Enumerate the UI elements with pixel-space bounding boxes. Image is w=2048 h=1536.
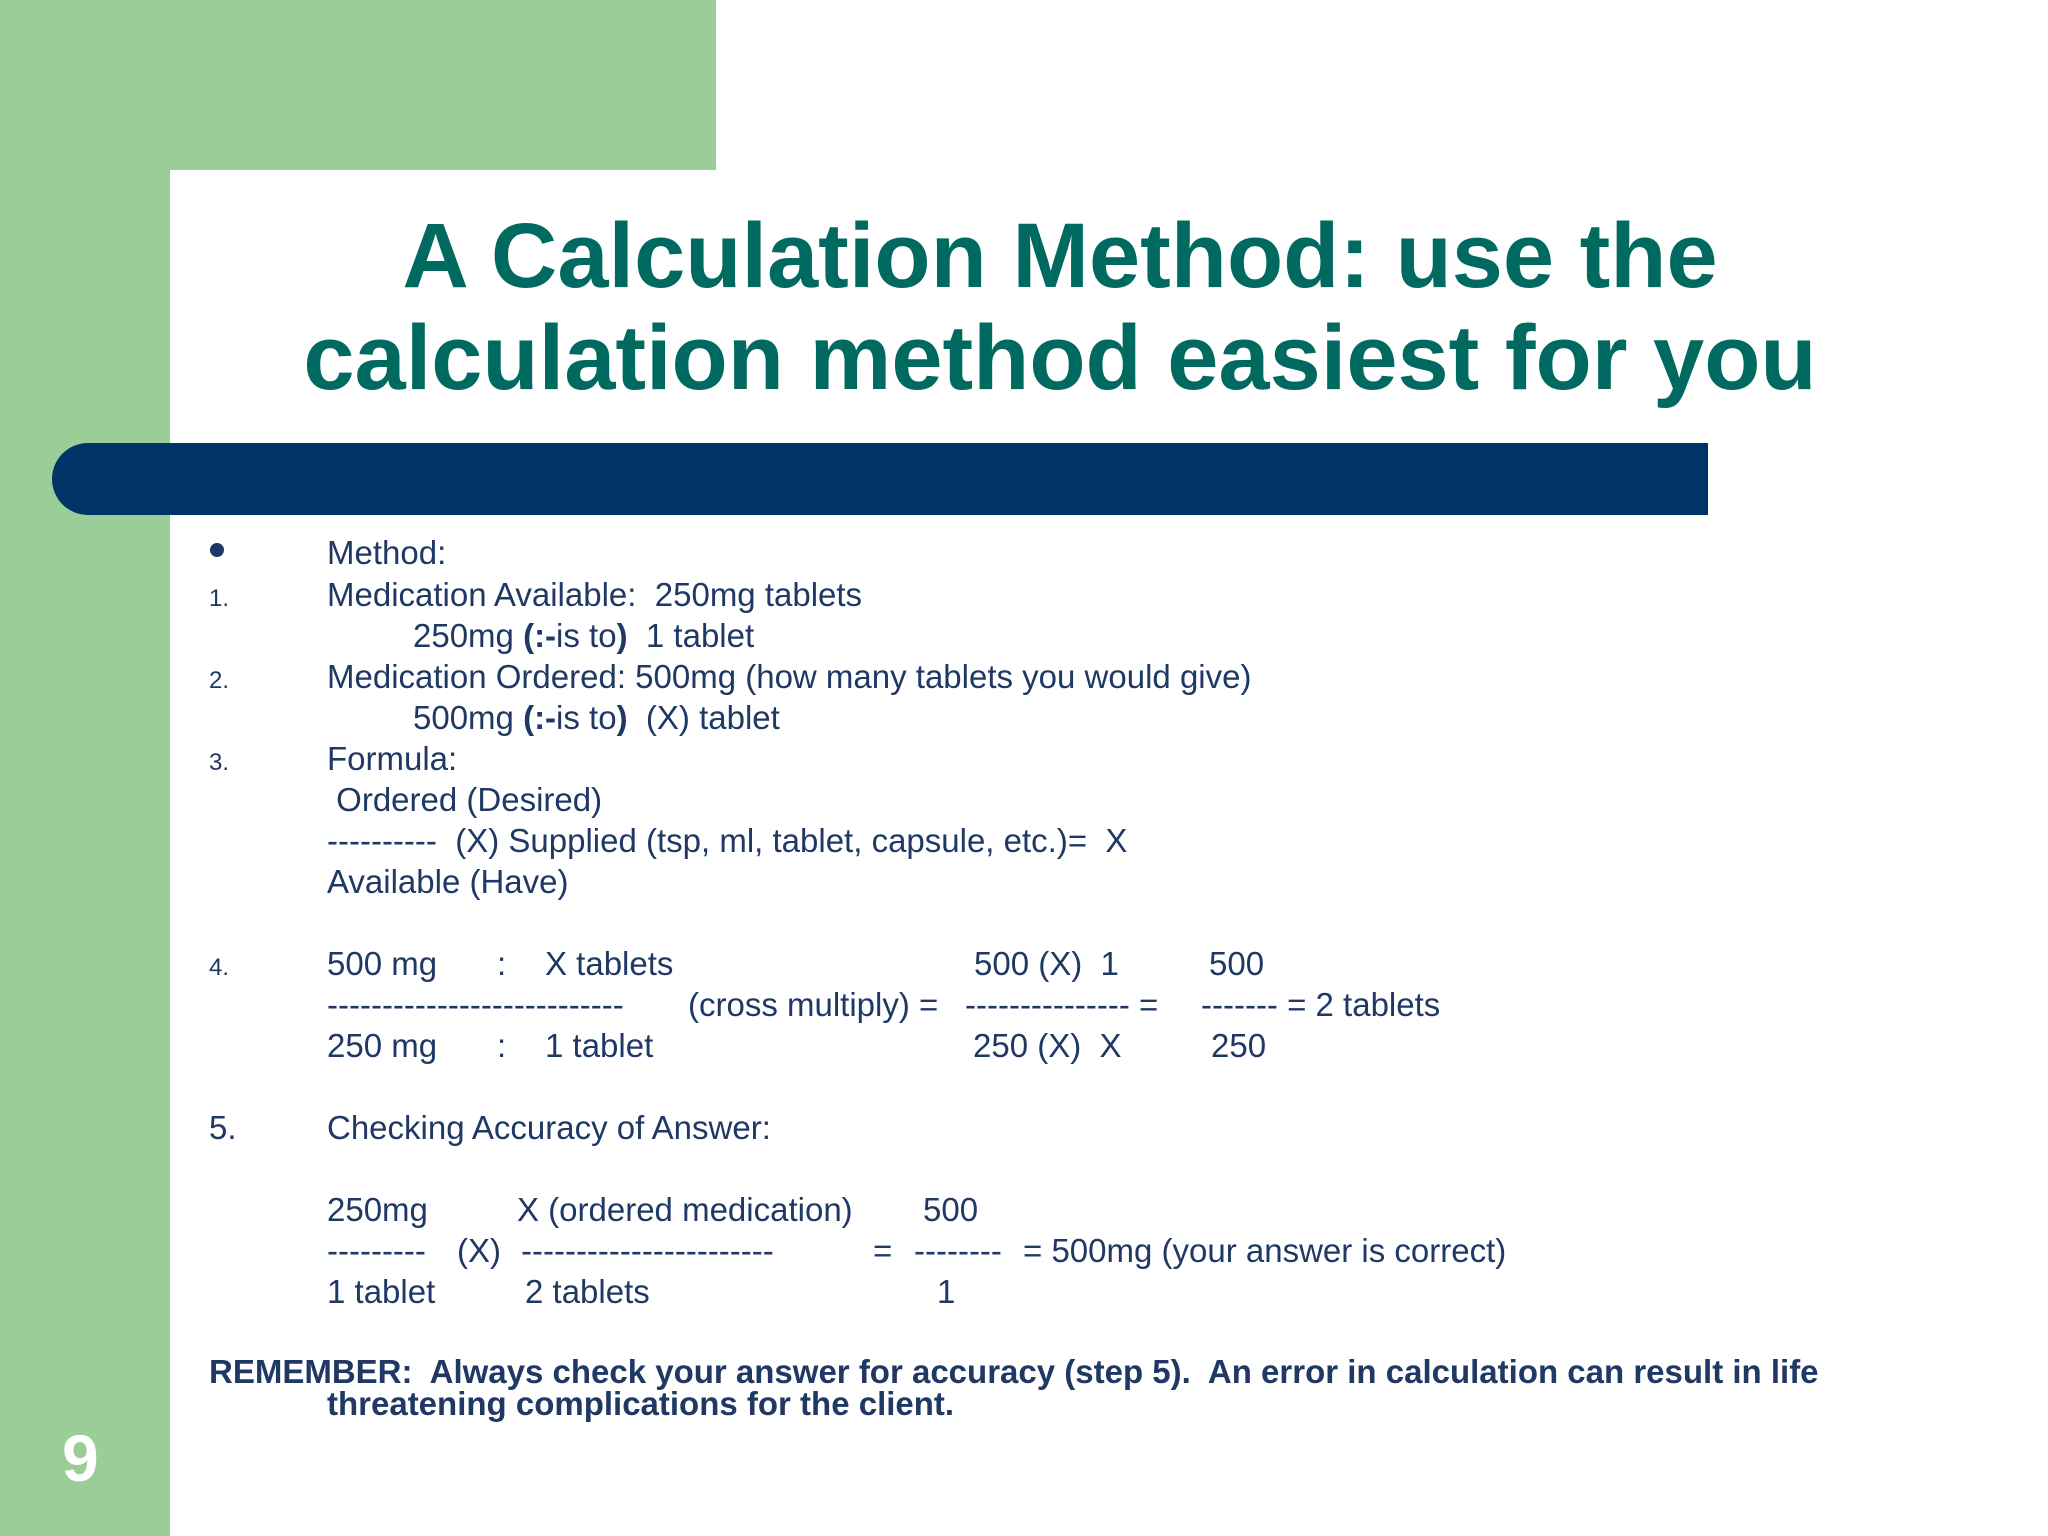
step-4-r3-e: 250	[1211, 1027, 1267, 1064]
step-2-text: Medication Ordered: 500mg (how many tablets you would give)	[327, 658, 1252, 695]
ratio-close: )	[616, 617, 628, 654]
step-4-r2-d: ------- = 2 tablets	[1201, 986, 1441, 1023]
slide-title	[240, 205, 1880, 409]
remember-line-1: REMEMBER: Always check your answer for accuracy (step 5). An error in calculation can result in life	[209, 1353, 1819, 1390]
formula-numerator: Ordered (Desired)	[327, 781, 603, 818]
step-4-r3-b: :	[497, 1027, 507, 1064]
step-1-text: Medication Available: 250mg tablets	[327, 576, 863, 613]
step-4-r3-a: 250 mg	[327, 1027, 438, 1064]
bullet-dot	[210, 543, 224, 557]
step-5-r2-b: (X)	[457, 1232, 501, 1269]
ratio-amount: 1 tablet	[627, 617, 755, 654]
step-4-r3-c: 1 tablet	[545, 1027, 654, 1064]
ratio-close: )	[616, 699, 628, 736]
formula-denominator: Available (Have)	[327, 863, 569, 900]
step-4-r1-c: X tablets	[545, 945, 674, 982]
ratio-symbol: (:-	[523, 617, 557, 654]
ratio-label: is to	[556, 699, 617, 736]
step-5-r3-a: 1 tablet	[327, 1273, 436, 1310]
step-5-r1-a: 250mg	[327, 1191, 428, 1228]
step-5-r1-c: 500	[923, 1191, 979, 1228]
ratio-amount: (X) tablet	[627, 699, 780, 736]
step-5-text: Checking Accuracy of Answer:	[327, 1109, 771, 1146]
step-1-ratio	[413, 616, 754, 656]
ratio-value: 250mg	[413, 617, 524, 654]
step-5-r2-d: =	[873, 1232, 893, 1269]
step-2-ratio	[413, 698, 780, 738]
step-5-r2-c: -----------------------	[521, 1232, 774, 1269]
top-green-band	[0, 0, 716, 170]
step-5-r1-b: X (ordered medication)	[517, 1191, 853, 1228]
title-line-1: A Calculation Method: use the	[402, 205, 1718, 307]
remember-line-2: threatening complications for the client.	[327, 1385, 955, 1422]
step-5-r2-a: ---------	[327, 1232, 426, 1269]
ratio-symbol: (:-	[523, 699, 557, 736]
step-3-number: 3.	[209, 749, 230, 776]
step-5-r2-f: = 500mg (your answer is correct)	[1023, 1232, 1507, 1269]
step-3-text: Formula:	[327, 740, 458, 777]
step-1-number: 1.	[209, 585, 230, 612]
left-green-band	[0, 0, 170, 1536]
ratio-label: is to	[556, 617, 617, 654]
step-4-r1-b: :	[497, 945, 507, 982]
step-4-r1-e: 500	[1209, 945, 1265, 982]
step-2-number: 2.	[209, 667, 230, 694]
step-5-number: 5.	[209, 1109, 237, 1146]
title-divider-bar	[52, 443, 1708, 515]
step-4-r1-d: 500 (X) 1	[974, 945, 1119, 982]
step-4-number: 4.	[209, 954, 230, 981]
ratio-value: 500mg	[413, 699, 524, 736]
step-5-r2-e: --------	[914, 1232, 1002, 1269]
title-line-2: calculation method easiest for you	[303, 307, 1817, 409]
step-4-r2-a: ---------------------------	[327, 986, 624, 1023]
remember-note	[209, 1353, 1819, 1422]
method-heading: Method:	[327, 534, 447, 571]
formula-line: ---------- (X) Supplied (tsp, ml, tablet, capsule, etc.)= X	[327, 822, 1128, 859]
slide-number: 9	[62, 1421, 99, 1495]
step-4-r3-d: 250 (X) X	[973, 1027, 1122, 1064]
step-4-r2-b: (cross multiply) =	[688, 986, 939, 1023]
step-5-r3-b: 2 tablets	[525, 1273, 650, 1310]
step-4-r1-a: 500 mg	[327, 945, 438, 982]
step-4-r2-c: --------------- =	[965, 986, 1159, 1023]
step-5-r3-c: 1	[937, 1273, 956, 1310]
